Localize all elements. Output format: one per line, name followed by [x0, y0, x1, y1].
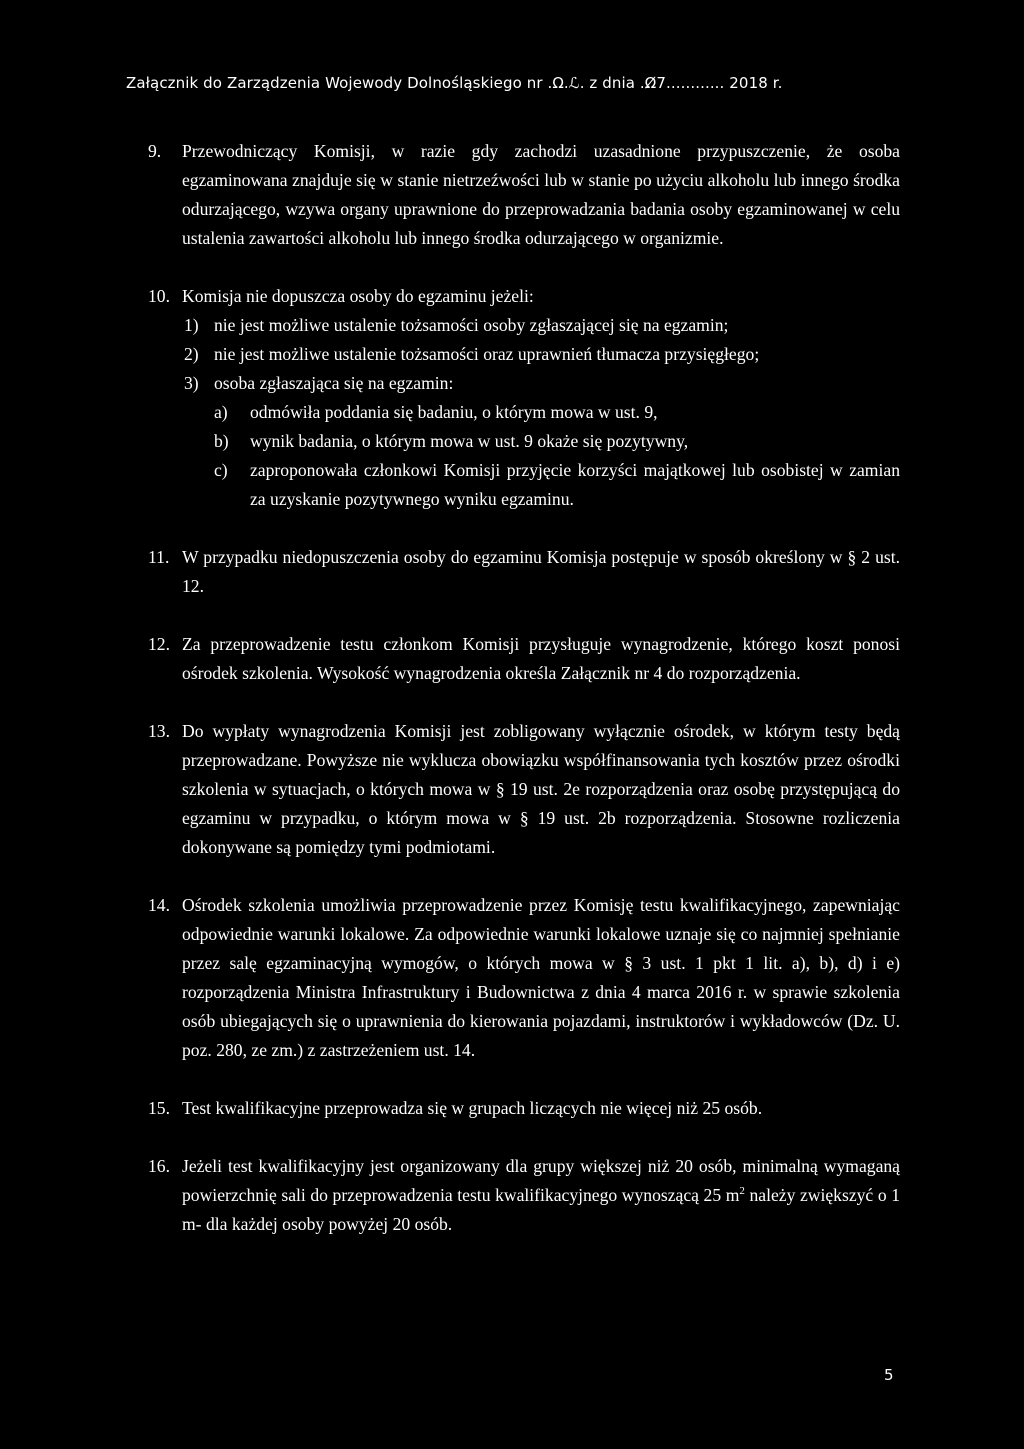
paragraph-number: 11. — [148, 547, 170, 567]
list-item-text: nie jest możliwe ustalenie tożsamości oraz uprawnień tłumacza przysięgłego; — [214, 344, 760, 364]
sub-list-item — [182, 398, 900, 427]
sub-list-item-letter: c) — [214, 460, 228, 480]
list-item-number: 1) — [184, 315, 199, 335]
list-item — [182, 311, 900, 340]
list-item-text: osoba zgłaszająca się na egzamin: — [214, 373, 454, 393]
paragraph-text: Komisja nie dopuszcza osoby do egzaminu jeżeli: — [182, 286, 534, 306]
superscript: 2 — [739, 1185, 745, 1198]
sub-list-item — [182, 427, 900, 456]
paragraph-text-continued: należy zwiększyć o 1 m- dla każdej osoby powyżej 20 osób. — [182, 1185, 900, 1234]
paragraph-14 — [148, 891, 900, 1065]
paragraph-text: Test kwalifikacyjne przeprowadza się w grupach liczących nie więcej niż 25 osób. — [182, 1098, 763, 1118]
paragraph-text: Za przeprowadzenie testu członkom Komisji przysługuje wynagrodzenie, którego koszt ponosi ośrodek szkolenia. Wysokość wynagrodzenia określa Załącznik nr 4 do rozporządzenia. — [182, 634, 900, 683]
paragraph-15 — [148, 1094, 900, 1123]
paragraph-number: 10. — [148, 286, 170, 306]
sub-list-item-text: odmówiła poddania się badaniu, o którym mowa w ust. 9, — [250, 402, 658, 422]
paragraph-text: W przypadku niedopuszczenia osoby do egzaminu Komisja postępuje w sposób określony w § 2 ust. 12. — [182, 547, 900, 596]
paragraph-12 — [148, 630, 900, 688]
paragraph-number: 9. — [148, 141, 162, 161]
paragraph-13 — [148, 717, 900, 862]
document-body — [148, 137, 900, 1268]
list-item-number: 3) — [184, 373, 199, 393]
paragraph-9 — [148, 137, 900, 253]
paragraph-text: Jeżeli test kwalifikacyjny jest organizowany dla grupy większej niż 20 osób, minimalną wymaganą powierzchnię sali do przeprowadzenia testu kwalifikacyjnego wynoszącą 25 m — [182, 1156, 900, 1205]
list-item-text: nie jest możliwe ustalenie tożsamości osoby zgłaszającej się na egzamin; — [214, 315, 729, 335]
list-item — [182, 369, 900, 398]
sub-list-item-letter: a) — [214, 402, 228, 422]
sub-list-item-text: zaproponowała członkowi Komisji przyjęcie korzyści majątkowej lub osobistej w zamian za uzyskanie pozytywnego wyniku egzaminu. — [250, 460, 900, 509]
paragraph-text: Przewodniczący Komisji, w razie gdy zachodzi uzasadnione przypuszczenie, że osoba egzaminowana znajduje się w stanie nietrzeźwości lub w stanie po użyciu alkoholu lub innego środka odurzającego, wzywa organy uprawnione do przeprowadzania badania osoby egzaminowanej w celu ustalenia zawartości alkoholu lub innego środka odurzającego w organizmie. — [182, 141, 900, 248]
paragraph-11 — [148, 543, 900, 601]
paragraph-number: 14. — [148, 895, 170, 915]
list-item-number: 2) — [184, 344, 199, 364]
paragraph-number: 12. — [148, 634, 170, 654]
sub-list-item-letter: b) — [214, 431, 229, 451]
paragraph-10 — [148, 282, 900, 514]
paragraph-text: Do wypłaty wynagrodzenia Komisji jest zobligowany wyłącznie ośrodek, w którym testy będą przeprowadzane. Powyższe nie wyklucza obowiązku współfinansowania tych kosztów przez ośrodki szkolenia w sytuacjach, o których mowa w § 19 ust. 2e rozporządzenia oraz osobę przystępującą do egzaminu w przypadku, o którym mowa w § 19 ust. 2b rozporządzenia. Stosowne rozliczenia dokonywane są pomiędzy tymi podmiotami. — [182, 721, 900, 857]
document-header: Załącznik do Zarządzenia Wojewody Dolnośląskiego nr .Ω.ℒ. z dnia .Ω̸7............ 2018 r. — [126, 74, 783, 92]
sub-list-item-text: wynik badania, o którym mowa w ust. 9 okaże się pozytywny, — [250, 431, 689, 451]
paragraph-number: 13. — [148, 721, 170, 741]
list-item — [182, 340, 900, 369]
sub-list-item — [182, 456, 900, 514]
paragraph-content — [182, 1152, 900, 1239]
paragraph-number: 15. — [148, 1098, 170, 1118]
paragraph-text: Ośrodek szkolenia umożliwia przeprowadzenie przez Komisję testu kwalifikacyjnego, zapewniając odpowiednie warunki lokalowe. Za odpowiednie warunki lokalowe uznaje się co najmniej spełnianie przez salę egzaminacyjną wymogów, o których mowa w § 3 ust. 1 pkt 1 lit. a), b), d) i e) rozporządzenia Ministra Infrastruktury i Budownictwa z dnia 4 marca 2016 r. w sprawie szkolenia osób ubiegających się o uprawnienia do kierowania pojazdami, instruktorów i wykładowców (Dz. U. poz. 280, ze zm.) z zastrzeżeniem ust. 14. — [182, 895, 900, 1060]
paragraph-number: 16. — [148, 1156, 170, 1176]
page-number: 5 — [884, 1366, 894, 1384]
paragraph-16 — [148, 1152, 900, 1239]
paragraph-content — [182, 282, 900, 514]
